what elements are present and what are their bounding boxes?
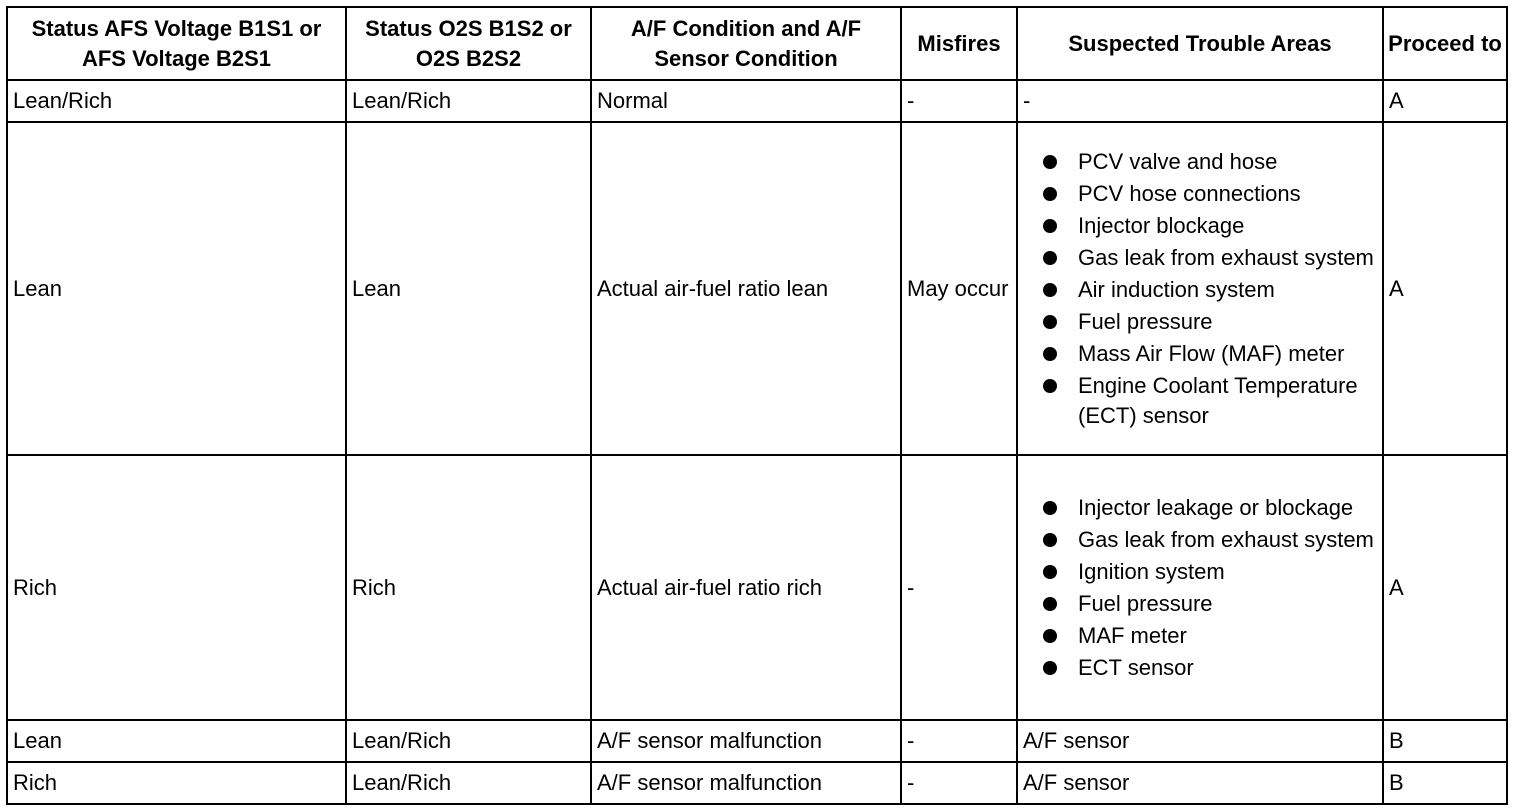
list-item xyxy=(1043,653,1377,683)
bullet-icon xyxy=(1043,501,1057,515)
bullet-icon xyxy=(1043,219,1057,233)
list-item-label: Mass Air Flow (MAF) meter xyxy=(1078,340,1345,366)
cell-afs: Rich xyxy=(7,455,346,720)
table-row xyxy=(7,80,1507,122)
cell-afs: Lean xyxy=(7,720,346,762)
bullet-icon xyxy=(1043,347,1057,361)
list-item xyxy=(1043,211,1377,241)
list-item xyxy=(1043,307,1377,337)
header-misfires: Misfires xyxy=(901,7,1017,80)
cell-trouble-areas: - xyxy=(1017,80,1383,122)
list-item xyxy=(1043,525,1377,555)
cell-o2s: Lean xyxy=(346,122,591,455)
cell-proceed: A xyxy=(1383,80,1507,122)
cell-trouble-areas xyxy=(1017,122,1383,455)
cell-misfires: - xyxy=(901,455,1017,720)
cell-o2s: Lean/Rich xyxy=(346,80,591,122)
trouble-areas-list xyxy=(1023,493,1377,683)
table-row xyxy=(7,455,1507,720)
cell-proceed: B xyxy=(1383,720,1507,762)
list-item-label: PCV valve and hose xyxy=(1078,148,1278,174)
header-o2s-status: Status O2S B1S2 or O2S B2S2 xyxy=(346,7,591,80)
list-item xyxy=(1043,243,1377,273)
trouble-areas-list xyxy=(1023,147,1377,431)
bullet-icon xyxy=(1043,315,1057,329)
cell-proceed: A xyxy=(1383,122,1507,455)
list-item xyxy=(1043,493,1377,523)
bullet-icon xyxy=(1043,629,1057,643)
list-item-label: Gas leak from exhaust system xyxy=(1078,244,1374,270)
header-proceed-to: Proceed to xyxy=(1383,7,1507,80)
cell-afs: Lean xyxy=(7,122,346,455)
cell-condition: Actual air-fuel ratio lean xyxy=(591,122,901,455)
cell-condition: A/F sensor malfunction xyxy=(591,762,901,804)
cell-afs: Rich xyxy=(7,762,346,804)
bullet-icon xyxy=(1043,187,1057,201)
table-row xyxy=(7,720,1507,762)
list-item-label: Gas leak from exhaust system xyxy=(1078,526,1374,552)
list-item-label: Injector blockage xyxy=(1078,212,1245,238)
cell-condition: Actual air-fuel ratio rich xyxy=(591,455,901,720)
diagnostic-table-container xyxy=(6,6,1508,805)
list-item-label: Injector leakage or blockage xyxy=(1078,494,1354,520)
cell-misfires: - xyxy=(901,80,1017,122)
bullet-icon xyxy=(1043,597,1057,611)
cell-o2s: Rich xyxy=(346,455,591,720)
list-item xyxy=(1043,339,1377,369)
list-item-label: Fuel pressure xyxy=(1078,308,1213,334)
cell-trouble-areas xyxy=(1017,455,1383,720)
list-item-label: Ignition system xyxy=(1078,558,1225,584)
header-afs-voltage: Status AFS Voltage B1S1 or AFS Voltage B2S1 xyxy=(7,7,346,80)
list-item-label: Air induction system xyxy=(1078,276,1275,302)
list-item xyxy=(1043,371,1377,431)
list-item xyxy=(1043,589,1377,619)
list-item xyxy=(1043,275,1377,305)
list-item xyxy=(1043,147,1377,177)
list-item-label: Engine Coolant Temperature (ECT) sensor xyxy=(1078,372,1358,428)
diagnostic-table xyxy=(6,6,1508,805)
cell-afs: Lean/Rich xyxy=(7,80,346,122)
cell-misfires: May occur xyxy=(901,122,1017,455)
cell-proceed: B xyxy=(1383,762,1507,804)
bullet-icon xyxy=(1043,661,1057,675)
bullet-icon xyxy=(1043,251,1057,265)
bullet-icon xyxy=(1043,155,1057,169)
bullet-icon xyxy=(1043,283,1057,297)
bullet-icon xyxy=(1043,565,1057,579)
bullet-icon xyxy=(1043,533,1057,547)
list-item xyxy=(1043,621,1377,651)
list-item-label: ECT sensor xyxy=(1078,654,1194,680)
cell-trouble-areas: A/F sensor xyxy=(1017,762,1383,804)
cell-misfires: - xyxy=(901,762,1017,804)
cell-condition: A/F sensor malfunction xyxy=(591,720,901,762)
header-af-condition: A/F Condition and A/F Sensor Condition xyxy=(591,7,901,80)
header-row xyxy=(7,7,1507,80)
list-item xyxy=(1043,179,1377,209)
cell-misfires: - xyxy=(901,720,1017,762)
list-item xyxy=(1043,557,1377,587)
list-item-label: Fuel pressure xyxy=(1078,590,1213,616)
table-row xyxy=(7,762,1507,804)
cell-o2s: Lean/Rich xyxy=(346,720,591,762)
list-item-label: PCV hose connections xyxy=(1078,180,1301,206)
table-row xyxy=(7,122,1507,455)
bullet-icon xyxy=(1043,379,1057,393)
cell-proceed: A xyxy=(1383,455,1507,720)
cell-trouble-areas: A/F sensor xyxy=(1017,720,1383,762)
header-trouble-areas: Suspected Trouble Areas xyxy=(1017,7,1383,80)
cell-o2s: Lean/Rich xyxy=(346,762,591,804)
cell-condition: Normal xyxy=(591,80,901,122)
list-item-label: MAF meter xyxy=(1078,622,1187,648)
